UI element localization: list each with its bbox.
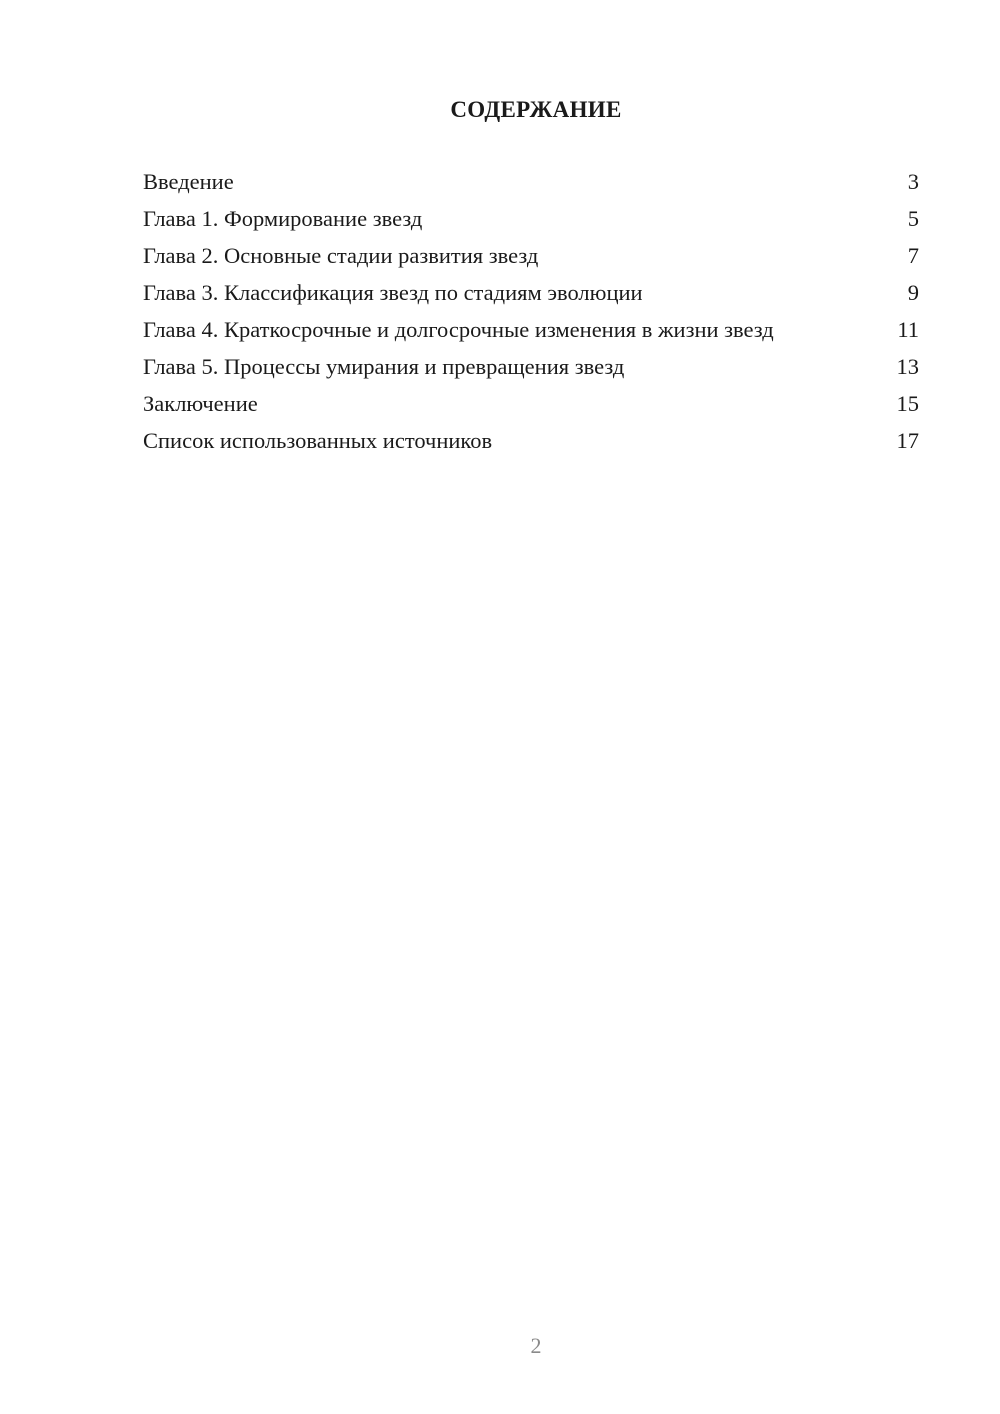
toc-entry-text: Заключение (143, 391, 258, 416)
toc-entry-text: Глава 5. Процессы умирания и превращения звезд (143, 354, 625, 379)
toc-entry-page: 3 (907, 169, 919, 194)
page-number: 2 (530, 1333, 542, 1358)
toc-entry-page: 9 (907, 280, 919, 305)
toc-entry-chapter-4[interactable] (143, 317, 919, 343)
toc-entry-page: 15 (896, 391, 919, 416)
toc-entry-text: Введение (143, 169, 234, 194)
toc-entry-chapter-3[interactable] (143, 280, 919, 306)
toc-entry-page: 5 (907, 206, 919, 231)
toc-entry-chapter-2[interactable] (143, 243, 919, 269)
toc-entry-introduction[interactable] (143, 169, 919, 195)
toc-entry-page: 7 (907, 243, 919, 268)
toc-entry-page: 11 (897, 317, 919, 342)
toc-entry-text: Глава 1. Формирование звезд (143, 206, 423, 231)
toc-entry-chapter-5[interactable] (143, 354, 919, 380)
toc-entry-text: Глава 2. Основные стадии развития звезд (143, 243, 539, 268)
table-of-contents (143, 169, 919, 465)
toc-entry-chapter-1[interactable] (143, 206, 919, 232)
toc-entry-page: 17 (896, 428, 919, 453)
toc-entry-conclusion[interactable] (143, 391, 919, 417)
toc-entry-references[interactable] (143, 428, 919, 454)
page-title: СОДЕРЖАНИЕ (450, 97, 622, 122)
toc-entry-text: Список использованных источников (143, 428, 493, 453)
toc-entry-page: 13 (896, 354, 919, 379)
toc-entry-text: Глава 3. Классификация звезд по стадиям эволюции (143, 280, 643, 305)
toc-entry-text: Глава 4. Краткосрочные и долгосрочные изменения в жизни звезд (143, 317, 774, 342)
